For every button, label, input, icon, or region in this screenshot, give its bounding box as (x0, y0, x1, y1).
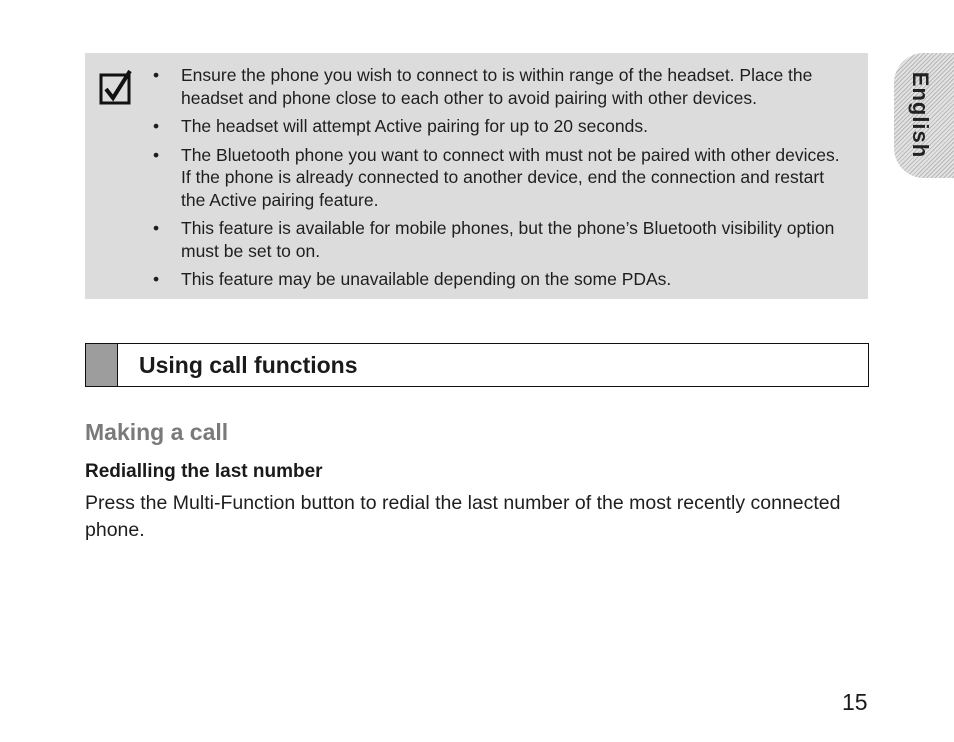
section-header (85, 343, 869, 387)
note-list (153, 64, 853, 297)
topic-body: Press the Multi-Function button to redial the last number of the most recently connected phone. (85, 492, 841, 541)
subsection-heading: Making a call (85, 419, 229, 445)
page-number: 15 (842, 689, 868, 715)
note-item (153, 217, 853, 262)
bullet: • (153, 65, 160, 85)
topic-heading: Redialling the last number (85, 461, 323, 482)
note-text: Ensure the phone you wish to connect to is within range of the headset. Place the headset and phone close to each other to avoid pairing with other devices. (181, 65, 813, 108)
note-text: This feature may be unavailable depending on the some PDAs. (181, 269, 672, 289)
note-text: The Bluetooth phone you want to connect with must not be paired with other devices. If the phone is already connected to another device, end the connection and restart the Active pairing feature. (181, 144, 840, 210)
note-text: The headset will attempt Active pairing for up to 20 seconds. (181, 116, 648, 136)
bullet: • (153, 144, 160, 165)
section-marker (86, 344, 118, 386)
note-item (153, 115, 853, 138)
bullet: • (153, 116, 160, 136)
bullet: • (153, 218, 160, 238)
note-item (153, 268, 853, 291)
note-item (153, 144, 853, 212)
checkbox-check-icon (99, 69, 133, 105)
note-text: This feature is available for mobile phones, but the phone’s Bluetooth visibility option must be set to on. (181, 218, 835, 261)
language-tab (894, 53, 954, 178)
language-tab-label: English (908, 71, 933, 159)
section-title: Using call functions (139, 352, 358, 378)
note-box (85, 53, 868, 299)
bullet: • (153, 269, 160, 289)
note-item (153, 64, 853, 109)
